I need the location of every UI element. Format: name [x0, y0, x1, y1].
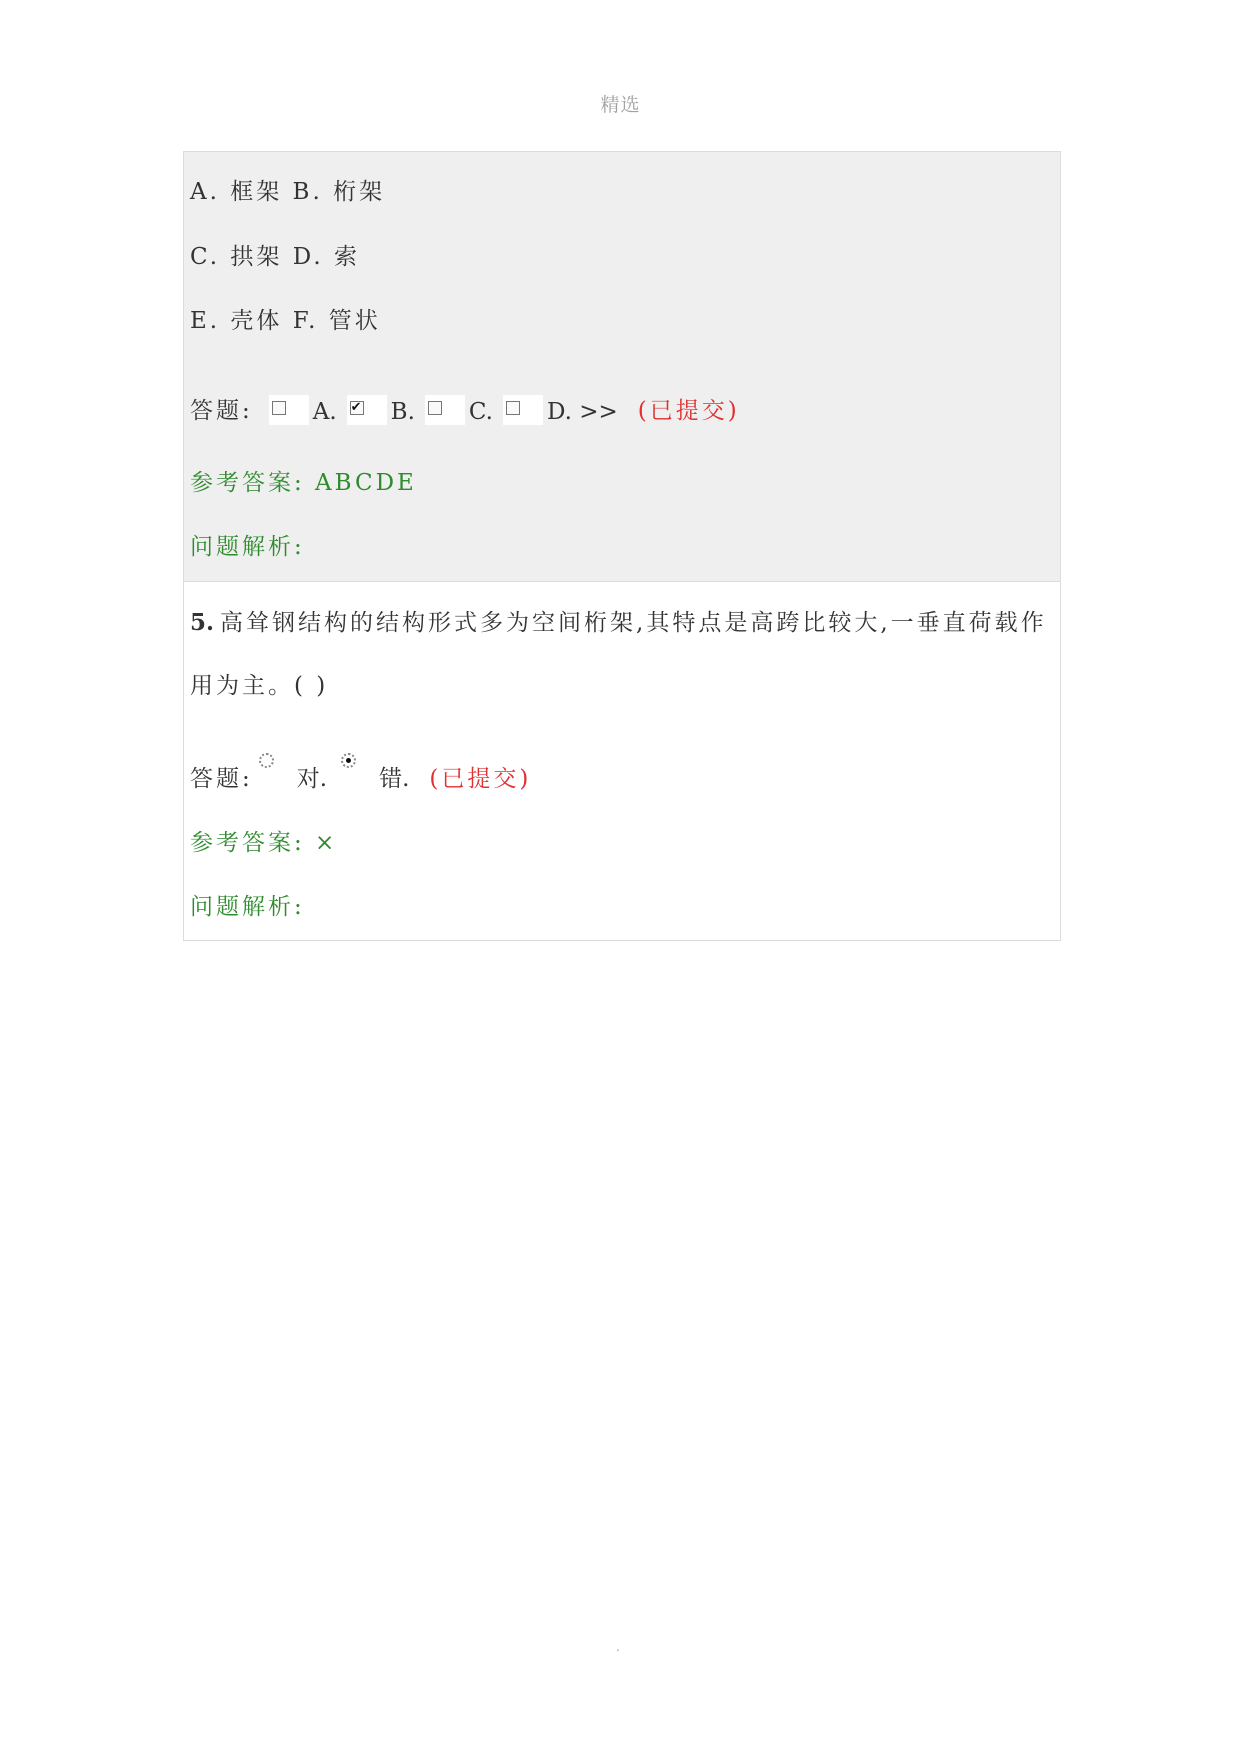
checkbox-c[interactable] — [425, 395, 465, 425]
answer-row — [190, 760, 531, 793]
question-5-panel — [183, 581, 1061, 941]
reference-answer: 参考答案: ABCDE — [190, 470, 417, 496]
footer-mark: . — [616, 1640, 620, 1654]
checkbox-label-b: B. — [390, 399, 415, 425]
submitted-status: (已提交) — [429, 766, 532, 792]
question-text: 高耸钢结构的结构形式多为空间桁架,其特点是高跨比较大,一垂直荷载作 — [220, 610, 1047, 636]
checkbox-d[interactable] — [503, 395, 543, 425]
radio-empty-icon — [259, 753, 274, 768]
answer-prefix: 答题: — [190, 766, 253, 792]
checkbox-empty-icon — [428, 401, 442, 415]
option-line-3: E. 壳体 F. 管状 — [190, 308, 381, 334]
radio-false[interactable] — [341, 767, 377, 793]
checkbox-b[interactable] — [347, 395, 387, 425]
checkbox-label-d: D. >> — [546, 399, 618, 425]
submitted-status: (已提交) — [637, 398, 740, 424]
question-analysis: 问题解析: — [190, 894, 305, 920]
question-analysis: 问题解析: — [190, 534, 305, 560]
question-4-panel — [183, 151, 1061, 581]
answer-row — [190, 392, 740, 425]
checkmark-icon: ✔ — [350, 400, 365, 415]
radio-label-true: 对. — [296, 766, 328, 792]
radio-selected-icon — [341, 753, 356, 768]
page-header: 精选 — [600, 94, 641, 116]
question-text-line-2: 用为主。( ) — [190, 673, 329, 699]
answer-prefix: 答题: — [190, 398, 253, 424]
question-text-line-1 — [190, 604, 1047, 637]
option-line-2: C. 拱架 D. 索 — [190, 244, 360, 270]
checkbox-label-a: A. — [312, 399, 337, 425]
question-number: 5. — [190, 609, 215, 636]
checkbox-a[interactable] — [269, 395, 309, 425]
reference-answer: 参考答案: × — [190, 830, 338, 856]
checkbox-empty-icon — [506, 401, 520, 415]
checkbox-label-c: C. — [468, 399, 493, 425]
option-line-1: A. 框架 B. 桁架 — [190, 179, 386, 205]
radio-label-false: 错. — [379, 766, 410, 792]
checkbox-empty-icon — [272, 401, 286, 415]
radio-true[interactable] — [259, 767, 295, 793]
